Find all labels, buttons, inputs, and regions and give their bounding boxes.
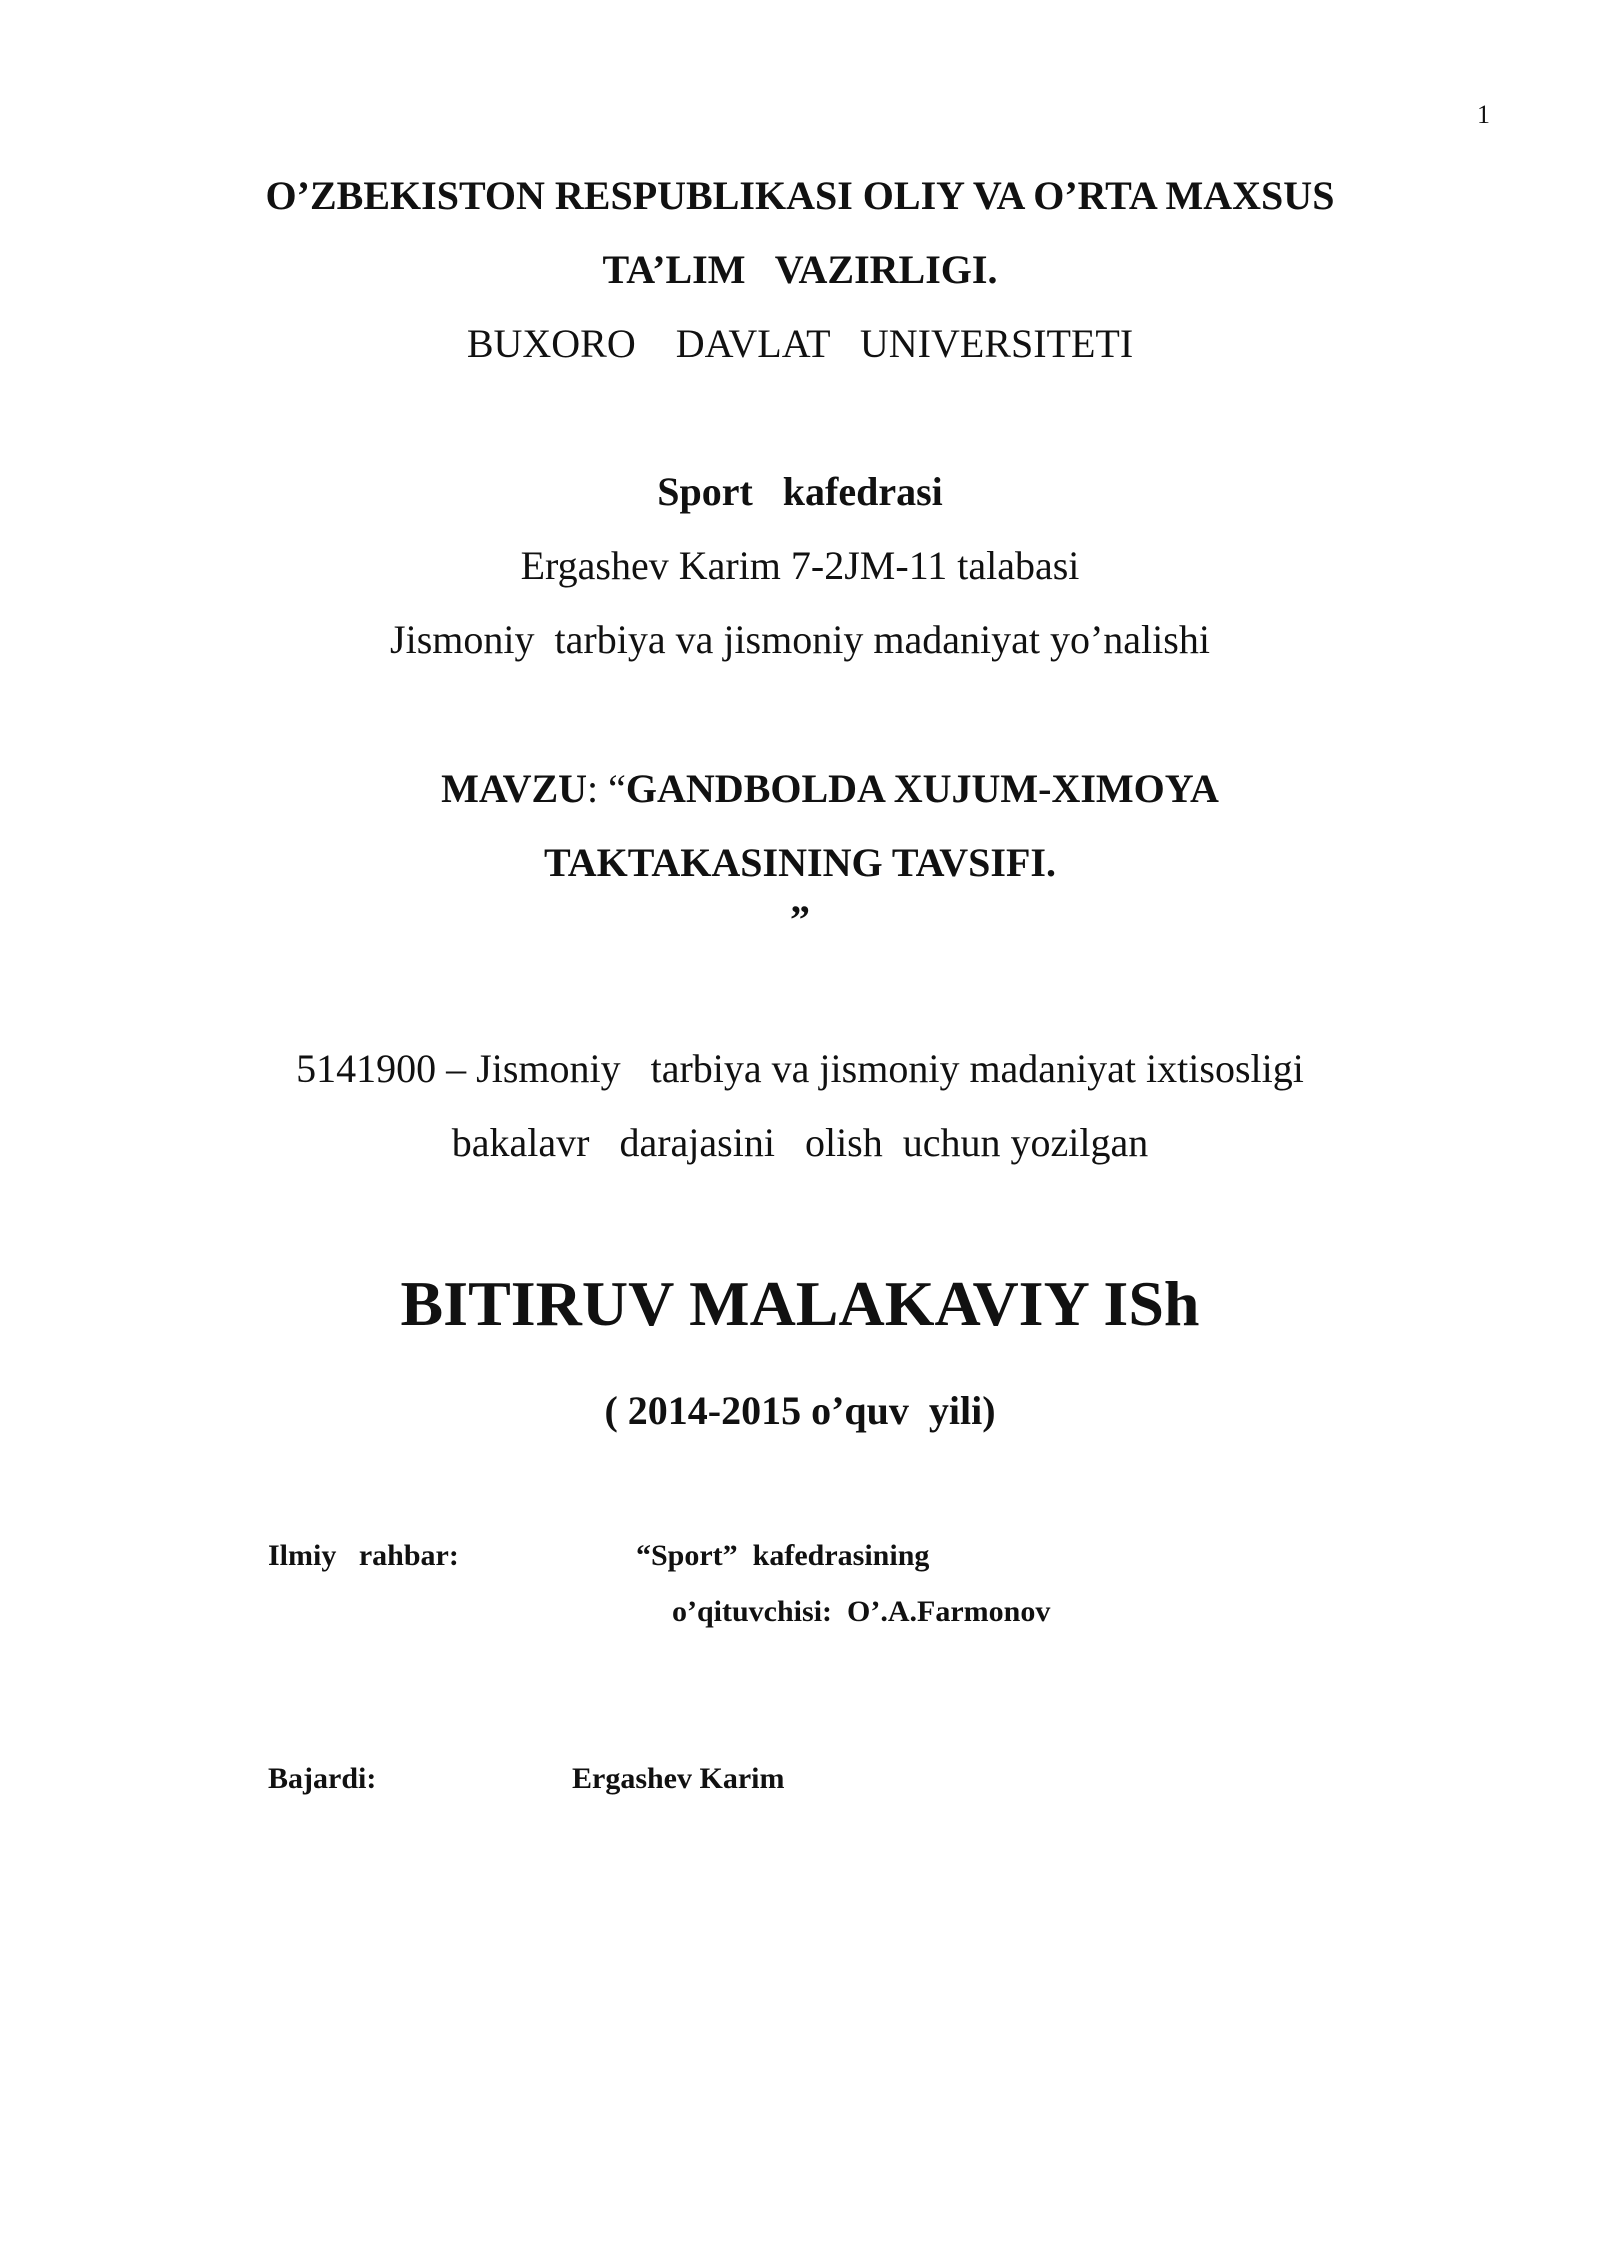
supervisor-name: o’qituvchisi: O’.A.Farmonov: [672, 1595, 1051, 1628]
page-number: 1: [1477, 100, 1490, 129]
topic-closing-quote: ”: [790, 897, 810, 942]
topic-line-1: [30, 766, 1600, 811]
topic-label: MAVZU: [441, 766, 588, 811]
university-name: BUXORO DAVLAT UNIVERSITETI: [466, 321, 1134, 366]
supervisor-department: “Sport” kafedrasining: [636, 1539, 930, 1572]
work-title: BITIRUV MALAKAVIY ISh: [400, 1268, 1200, 1339]
supervisor-label: Ilmiy rahbar:: [268, 1539, 459, 1572]
department-name: Sport kafedrasi: [657, 469, 943, 514]
study-direction: Jismoniy tarbiya va jismoniy madaniyat yo’nalishi: [390, 617, 1210, 662]
ministry-title-line-1: O’ZBEKISTON RESPUBLIKASI OLIY VA O’RTA MAXSUS: [265, 173, 1335, 218]
topic-separator: : “: [587, 766, 626, 811]
student-line: Ergashev Karim 7-2JM-11 talabasi: [520, 543, 1080, 588]
academic-year: ( 2014-2015 o’quv yili): [604, 1388, 996, 1433]
specialty-line-2: bakalavr darajasini olish uchun yozilgan: [451, 1120, 1149, 1165]
specialty-line-1: 5141900 – Jismoniy tarbiya va jismoniy madaniyat ixtisosligi: [296, 1046, 1304, 1091]
performer-label: Bajardi:: [268, 1762, 377, 1795]
topic-title-part-2: TAKTAKASINING TAVSIFI.: [544, 840, 1056, 885]
ministry-title-line-2: TA’LIM VAZIRLIGI.: [602, 247, 998, 292]
performer-name: Ergashev Karim: [572, 1762, 785, 1795]
topic-title-part-1: GANDBOLDA XUJUM-XIMOYA: [625, 766, 1219, 811]
